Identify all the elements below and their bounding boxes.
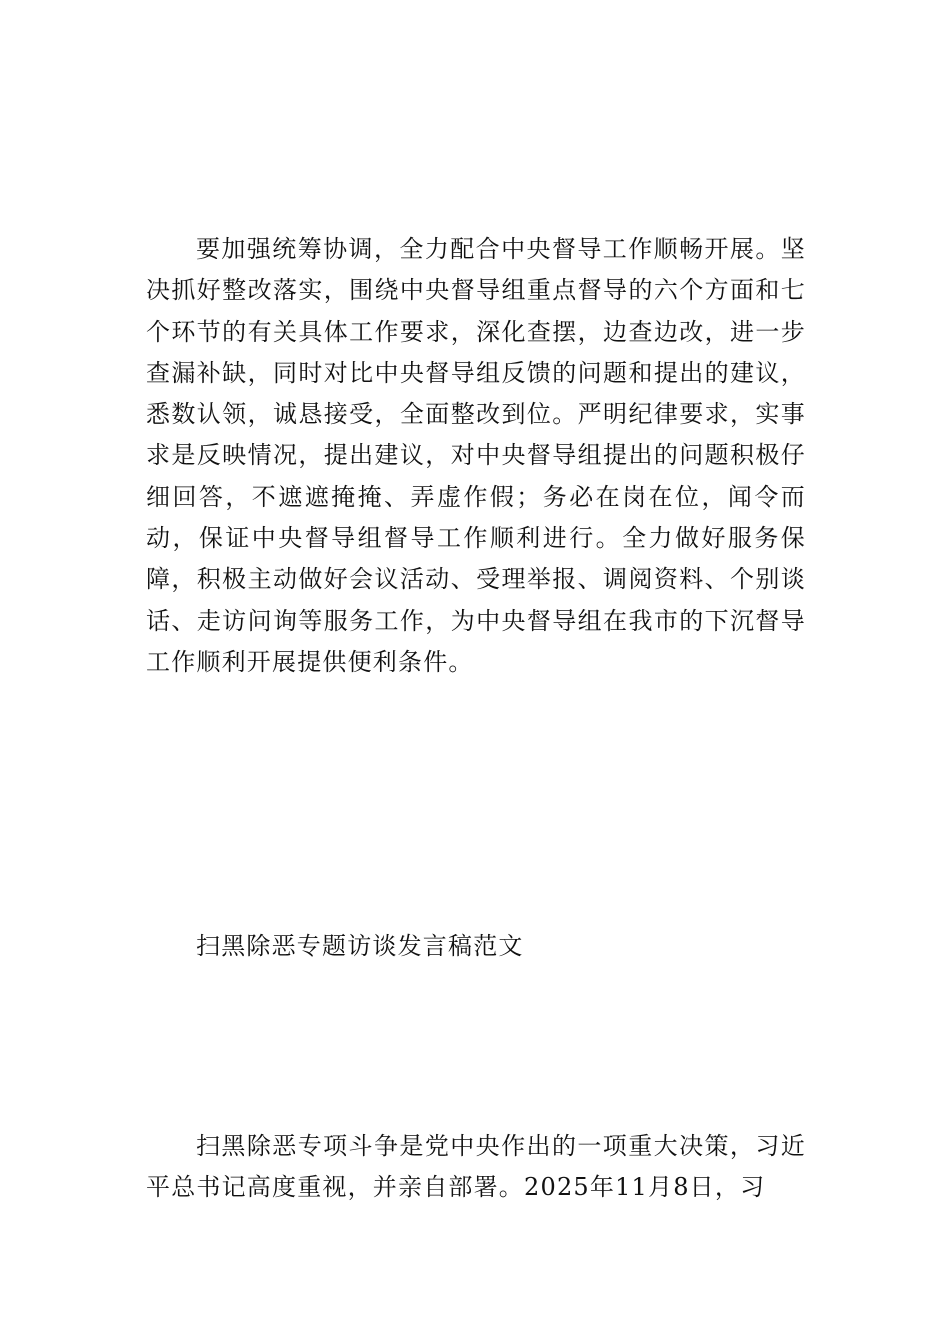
body-paragraph-continued: 扫黑除恶专项斗争是党中央作出的一项重大决策，习近平总书记高度重视，并亲自部署。2025年11月8日，习: [146, 1132, 806, 1202]
body-paragraph: 要加强统筹协调，全力配合中央督导工作顺畅开展。坚决抓好整改落实，围绕中央督导组重点督导的六个方面和七个环节的有关具体工作要求，深化查摆，边查边改，进一步查漏补缺，同时对比中央督导组反馈的问题和提出的建议，悉数认领，诚恳接受，全面整改到位。严明纪律要求，实事求是反映情况，提出建议，对中央督导组提出的问题积极仔细回答，不遮遮掩掩、弄虚作假；务必在岗在位，闻令而动，保证中央督导组督导工作顺利进行。全力做好服务保障，积极主动做好会议活动、受理举报、调阅资料、个别谈话、走访问询等服务工作，为中央督导组在我市的下沉督导工作顺利开展提供便利条件。: [146, 235, 806, 676]
section-title: 扫黑除恶专题访谈发言稿范文: [196, 932, 524, 960]
